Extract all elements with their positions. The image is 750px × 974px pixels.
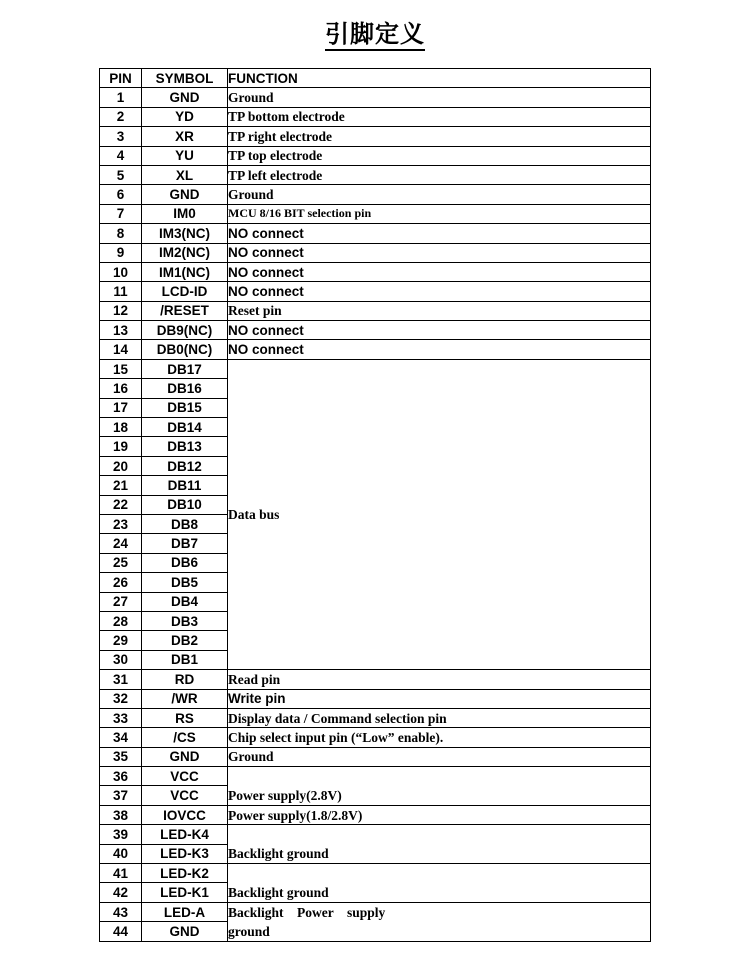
symbol-cell: LED-K1 (142, 883, 228, 902)
pin-cell: 15 (100, 359, 142, 378)
symbol-cell: RD (142, 670, 228, 689)
function-cell: TP bottom electrode (228, 107, 651, 126)
pin-cell: 36 (100, 767, 142, 786)
pin-cell: 38 (100, 805, 142, 824)
symbol-cell: DB3 (142, 611, 228, 630)
table-row (100, 805, 651, 824)
pin-cell: 13 (100, 321, 142, 340)
function-cell: NO connect (228, 224, 651, 243)
function-cell: TP right electrode (228, 127, 651, 146)
symbol-cell: DB15 (142, 398, 228, 417)
symbol-cell: VCC (142, 767, 228, 786)
symbol-cell: LED-A (142, 902, 228, 922)
function-cell: MCU 8/16 BIT selection pin (228, 204, 651, 223)
table-row (100, 728, 651, 747)
pin-cell: 25 (100, 553, 142, 572)
symbol-cell: DB16 (142, 379, 228, 398)
table-row (100, 127, 651, 146)
page-title (0, 14, 750, 49)
symbol-cell: /WR (142, 689, 228, 708)
symbol-cell: IOVCC (142, 805, 228, 824)
pin-cell: 35 (100, 747, 142, 766)
table-row (100, 767, 651, 786)
symbol-cell: DB11 (142, 476, 228, 495)
symbol-cell: DB8 (142, 514, 228, 533)
pin-cell: 9 (100, 243, 142, 262)
pin-cell: 40 (100, 844, 142, 863)
symbol-cell: GND (142, 747, 228, 766)
pin-cell: 7 (100, 204, 142, 223)
pin-cell: 33 (100, 708, 142, 727)
symbol-cell: DB7 (142, 534, 228, 553)
pin-cell: 3 (100, 127, 142, 146)
pin-cell: 20 (100, 456, 142, 475)
pin-cell: 43 (100, 902, 142, 922)
symbol-cell: LCD-ID (142, 282, 228, 301)
function-cell: NO connect (228, 262, 651, 281)
table-row (100, 689, 651, 708)
table-row (100, 670, 651, 689)
pin-cell: 5 (100, 165, 142, 184)
function-cell: NO connect (228, 282, 651, 301)
symbol-cell: RS (142, 708, 228, 727)
symbol-cell: DB1 (142, 650, 228, 669)
symbol-cell: GND (142, 88, 228, 107)
table-row (100, 708, 651, 727)
function-cell: Write pin (228, 689, 651, 708)
pin-cell: 27 (100, 592, 142, 611)
symbol-cell: GND (142, 922, 228, 942)
pin-cell: 23 (100, 514, 142, 533)
symbol-cell: LED-K4 (142, 825, 228, 844)
symbol-cell: DB10 (142, 495, 228, 514)
pin-cell: 17 (100, 398, 142, 417)
symbol-cell: /RESET (142, 301, 228, 320)
symbol-cell: IM0 (142, 204, 228, 223)
table-row (100, 262, 651, 281)
header-pin: PIN (100, 69, 142, 88)
symbol-cell: DB9(NC) (142, 321, 228, 340)
function-cell-data-bus: Data bus (228, 359, 651, 669)
table-row (100, 146, 651, 165)
table-row (100, 825, 651, 844)
pin-cell: 21 (100, 476, 142, 495)
function-cell-vcc: Power supply(2.8V) (228, 767, 651, 806)
pin-cell: 28 (100, 611, 142, 630)
table-row (100, 88, 651, 107)
pin-cell: 34 (100, 728, 142, 747)
pin-cell: 41 (100, 864, 142, 883)
header-function: FUNCTION (228, 69, 651, 88)
pin-cell: 1 (100, 88, 142, 107)
pin-cell: 31 (100, 670, 142, 689)
symbol-cell: DB6 (142, 553, 228, 572)
symbol-cell: DB13 (142, 437, 228, 456)
pin-definition-table (99, 68, 651, 942)
pin-cell: 2 (100, 107, 142, 126)
pin-cell: 32 (100, 689, 142, 708)
symbol-cell: DB14 (142, 418, 228, 437)
symbol-cell: DB2 (142, 631, 228, 650)
function-cell: TP top electrode (228, 146, 651, 165)
symbol-cell: DB0(NC) (142, 340, 228, 359)
symbol-cell: LED-K2 (142, 864, 228, 883)
symbol-cell: YU (142, 146, 228, 165)
function-text-backlight-supply: Backlight Power supply ground (228, 904, 389, 939)
pin-cell: 11 (100, 282, 142, 301)
table-row (100, 204, 651, 223)
function-cell: Ground (228, 88, 651, 107)
pin-cell: 22 (100, 495, 142, 514)
function-cell: Ground (228, 747, 651, 766)
pin-cell: 18 (100, 418, 142, 437)
function-cell-backlight-supply (228, 902, 651, 941)
pin-cell: 6 (100, 185, 142, 204)
table-row (100, 359, 651, 378)
table-row (100, 301, 651, 320)
pin-cell: 4 (100, 146, 142, 165)
symbol-cell: DB12 (142, 456, 228, 475)
table-row (100, 107, 651, 126)
symbol-cell: XL (142, 165, 228, 184)
page-title-text: 引脚定义 (325, 20, 425, 51)
table-row (100, 340, 651, 359)
table-row (100, 165, 651, 184)
function-cell: Display data / Command selection pin (228, 708, 651, 727)
table-row (100, 243, 651, 262)
table-row (100, 282, 651, 301)
pin-cell: 26 (100, 573, 142, 592)
pin-cell: 42 (100, 883, 142, 902)
function-cell: Chip select input pin (“Low” enable). (228, 728, 651, 747)
symbol-cell: /CS (142, 728, 228, 747)
pin-cell: 24 (100, 534, 142, 553)
symbol-cell: VCC (142, 786, 228, 805)
symbol-cell: DB17 (142, 359, 228, 378)
pin-cell: 12 (100, 301, 142, 320)
function-cell: Power supply(1.8/2.8V) (228, 805, 651, 824)
pin-cell: 39 (100, 825, 142, 844)
symbol-cell: GND (142, 185, 228, 204)
function-cell-backlight-k4-k3: Backlight ground (228, 825, 651, 864)
header-symbol: SYMBOL (142, 69, 228, 88)
symbol-cell: IM1(NC) (142, 262, 228, 281)
symbol-cell: IM2(NC) (142, 243, 228, 262)
symbol-cell: DB5 (142, 573, 228, 592)
symbol-cell: IM3(NC) (142, 224, 228, 243)
function-cell: TP left electrode (228, 165, 651, 184)
pin-cell: 44 (100, 922, 142, 942)
function-cell: NO connect (228, 340, 651, 359)
table-row (100, 185, 651, 204)
table-row (100, 224, 651, 243)
pin-cell: 16 (100, 379, 142, 398)
pin-cell: 29 (100, 631, 142, 650)
function-cell: Read pin (228, 670, 651, 689)
pin-cell: 30 (100, 650, 142, 669)
symbol-cell: YD (142, 107, 228, 126)
table-row (100, 864, 651, 883)
pin-cell: 14 (100, 340, 142, 359)
pin-cell: 8 (100, 224, 142, 243)
table-row (100, 321, 651, 340)
symbol-cell: LED-K3 (142, 844, 228, 863)
pin-cell: 19 (100, 437, 142, 456)
function-cell: NO connect (228, 243, 651, 262)
table-header-row (100, 69, 651, 88)
table-row (100, 902, 651, 922)
function-cell-backlight-k2-k1: Backlight ground (228, 864, 651, 903)
pin-cell: 37 (100, 786, 142, 805)
pin-cell: 10 (100, 262, 142, 281)
function-cell: Reset pin (228, 301, 651, 320)
function-cell: NO connect (228, 321, 651, 340)
symbol-cell: DB4 (142, 592, 228, 611)
table-row (100, 747, 651, 766)
function-cell: Ground (228, 185, 651, 204)
symbol-cell: XR (142, 127, 228, 146)
